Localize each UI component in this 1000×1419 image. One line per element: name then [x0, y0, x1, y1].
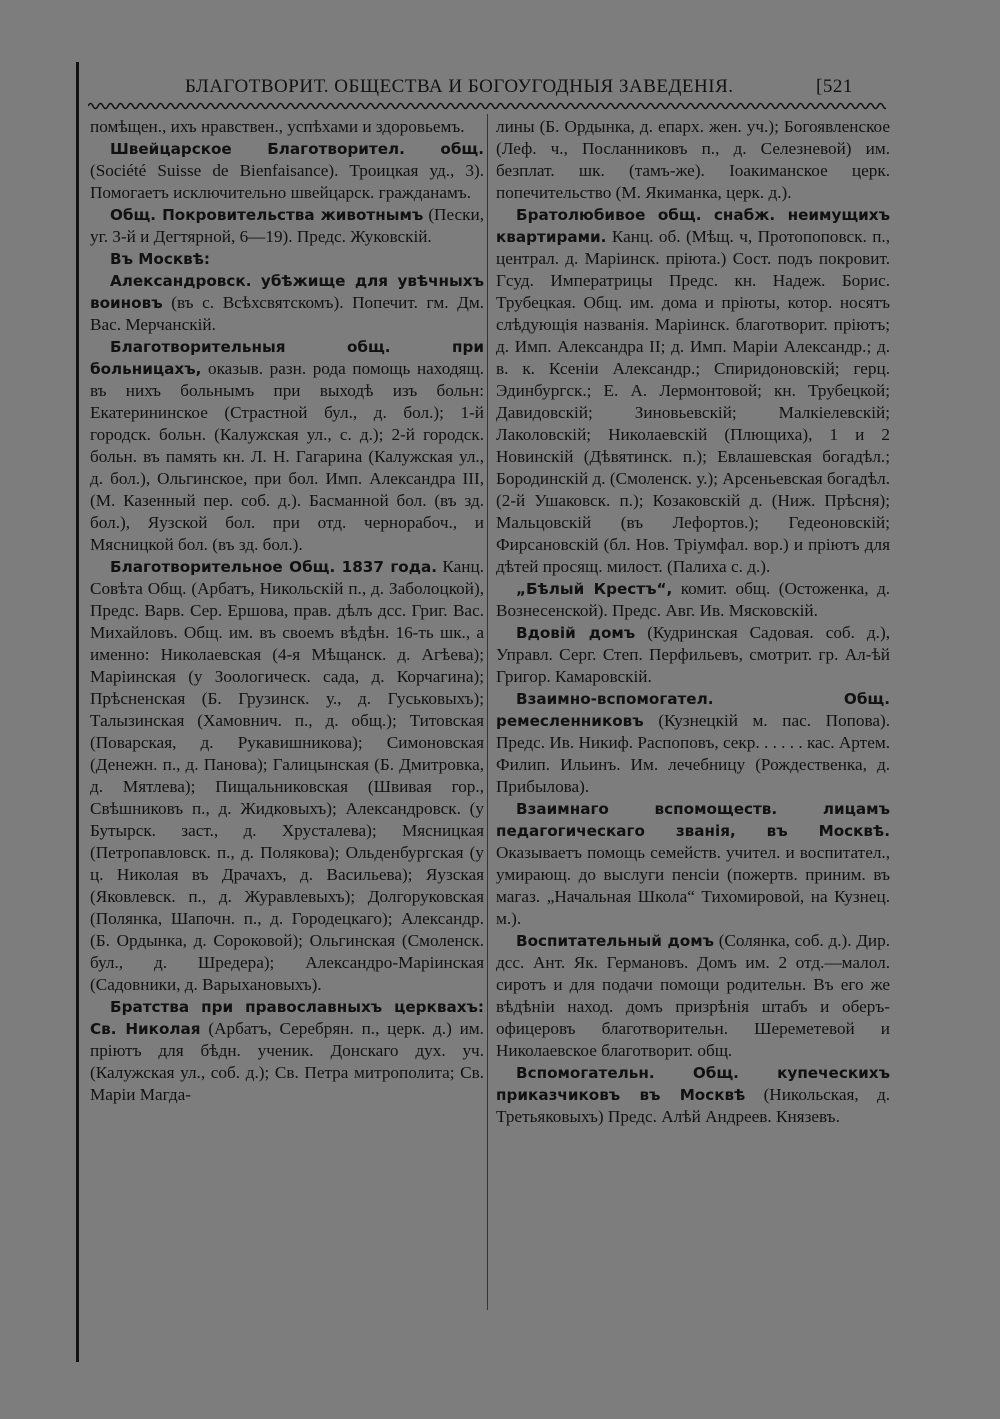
entry-text: лины (Б. Ордынка, д. епарх. жен. уч.); Богоявленское (Леф. ч., Посланниковъ п., д. Селезневой) им. безплат. шк. (тамъ-же). Іоакиманское церк. попечительство (М. Якиманка, церк. д.).: [496, 117, 890, 202]
entry-heading: Швейцарское Благотворител. общ.: [110, 140, 484, 158]
directory-entry: [496, 622, 890, 688]
entry-text: оказыв. разн. рода помощь находящ. въ нихъ больнымъ при выходѣ изъ больн: Екатерининское (Страстной бул., д. бол.); 1-й городск. больн. (Калужская ул., с. д.); 2-й городск. больн. въ память кн. Л. Н. Гагарина (Калужская ул., д. бол.), Ольгинское, при бол. Имп. Александра III, (М. Казенный пер. соб. д.). Басманной бол. (въ зд. бол.), Яузской бол. при отд. чернорабоч., и Мясницкой бол. (въ зд. бол.).: [90, 359, 484, 554]
entry-text: (Кудринская Садовая. соб. д.), Управл. Серг. Степ. Перфильевъ, смотрит. гр. Ал-ѣй Григор. Камаровскій.: [496, 623, 890, 686]
entry-text: (Солянка, соб. д.). Дир. дсс. Ант. Як. Германовъ. Домъ им. 2 отд.—малол. сиротъ и для подачи помощи родительн. Въ его же вѣдѣніи наход. домъ призрѣнія штабъ и оберъ-офицеровъ благотворительн. Шереметевой и Николаевское благотворит. общ.: [496, 931, 891, 1060]
directory-entry: [496, 1062, 890, 1128]
directory-entry: [496, 116, 890, 204]
directory-entry: [90, 270, 484, 336]
directory-entry: [496, 204, 890, 578]
page-title: БЛАГОТВОРИТ. ОБЩЕСТВА И БОГОУГОДНЫЯ ЗАВЕДЕНІЯ.: [185, 76, 734, 97]
directory-entry: [90, 204, 484, 248]
running-header: [90, 72, 880, 102]
directory-entry: [496, 930, 890, 1062]
page-frame-line: [76, 62, 79, 1362]
directory-entry: [90, 116, 484, 138]
ornamental-rule: [88, 99, 886, 113]
entry-text: (Пески, уг. 3-й и Дегтярной, 6—19). Предс. Жуковскій.: [90, 205, 484, 246]
entry-heading: Александровск. убѣжище для увѣчныхъ воиновъ: [90, 272, 484, 312]
entry-heading: Взаимнаго вспомоществ. лицамъ педагогическаго званія, въ Москвѣ.: [496, 800, 890, 840]
column-divider: [487, 114, 488, 1310]
entry-heading: Воспитательный домъ: [516, 932, 715, 950]
entry-heading: Вдовій домъ: [516, 624, 636, 642]
directory-entry: [90, 248, 484, 270]
entry-text: (Арбатъ, Серебрян. п., церк. д.) им. пріютъ для бѣдн. ученик. Донскаго дух. уч. (Калужская ул., соб. д.); Св. Петра митрополита; Св. Маріи Магда-: [90, 1019, 484, 1104]
entry-text: комит. общ. (Остоженка, д. Вознесенской). Предс. Авг. Ив. Мясковскій.: [496, 579, 890, 620]
entry-heading: Братства при православныхъ церквахъ: Св. Николая: [90, 998, 484, 1038]
entry-text: помѣщен., ихъ нравствен., успѣхами и здоровьемъ.: [90, 117, 465, 136]
entry-heading: Благотворительныя общ. при больницахъ,: [90, 338, 484, 378]
entry-text: Канц. Совѣта Общ. (Арбатъ, Никольскій п., д. Заболоцкой), Предс. Варв. Сер. Ершова, прав. дѣлъ дсс. Григ. Вас. Михайловъ. Общ. им. въ своемъ вѣдѣн. 16-ть шк., а именно: Николаевская (4-я Мѣщанск. д. Агѣева); Маріинская (у Зоологическ. сада, д. Корчагина); Прѣсненская (Б. Грузинск. у., д. Гуськовыхъ); Талызинская (Хамовнич. п., д. общ.); Титовская (Поварская, д. Рукавишникова); Симоновская (Денежн. п., д. Панова); Галицынская (Б. Дмитровка, д. Мятлева); Пищальниковская (Швивая гор., Свѣшниковъ п., д. Жидковыхъ); Александровск. (у Бутырск. заст., д. Хрусталева); Мясницкая (Петропавловск. п., д. Полякова); Ольденбургская (у ц. Николая въ Драчахъ, д. Васильева); Яузская (Яковлевск. п., д. Журавлевыхъ); Долгоруковская (Полянка, Шапочн. п., д. Городецкаго); Александр. (Б. Ордынка, д. Сороковой); Ольгинская (Смоленск. бул., д. Шредера); Александро-Маріинская (Садовники, д. Варыхановыхъ).: [90, 557, 484, 994]
directory-entry: [496, 798, 890, 930]
directory-entry: [90, 138, 484, 204]
entry-text: (Société Suisse de Bienfaisance). Троицкая уд., 3). Помогаетъ исключительно швейцарск. гражданамъ.: [90, 161, 484, 202]
entry-heading: „Бѣлый Крестъ“,: [516, 580, 673, 598]
right-column: [496, 116, 890, 1128]
entry-heading: Въ Москвѣ:: [110, 250, 210, 268]
entry-heading: Братолюбивое общ. снабж. неимущихъ квартирами.: [496, 206, 890, 246]
left-column: [90, 116, 484, 1106]
entry-heading: Благотворительное Общ. 1837 года.: [110, 558, 437, 576]
directory-entry: [496, 688, 890, 798]
directory-entry: [90, 996, 484, 1106]
entry-text: (Никольская, д. Третьяковыхъ) Предс. Алѣй Андреев. Князевъ.: [496, 1085, 890, 1126]
directory-entry: [90, 556, 484, 996]
entry-text: (въ с. Всѣхсвятскомъ). Попечит. гм. Дм. Вас. Мерчанскій.: [90, 293, 484, 334]
entry-text: (Кузнецкій м. пас. Попова). Предс. Ив. Никиф. Распоповъ, секр. . . . . . кас. Артем. Филип. Ильинъ. Им. лечебницу (Рождественка, д. Прибылова).: [496, 711, 890, 796]
entry-text: Оказываетъ помощь семейств. учител. и воспитател., умирающ. до выслуги пенсіи (пожертв. приним. въ магаз. „Начальная Школа“ Тихомировой, на Кузнец. м.).: [496, 843, 890, 928]
entry-text: Канц. об. (Мѣщ. ч, Протопоповск. п., централ. д. Маріинск. пріюта.) Сост. подъ покровит. Гсуд. Императрицы Предс. кн. Надеж. Борис. Трубецкая. Общ. им. дома и пріюты, котор. носятъ слѣдующія названія. Маріинск. благотворит. пріютъ; д. Имп. Александра II; д. Имп. Маріи Александр.; д. в. к. Ксеніи Александр.; Спиридоновскій; герц. Эдинбургск.; Е. А. Лермонтовой; кн. Трубецкой; Давидовскій; Зиновьевскій; Малкіелевскій; Лаколовскій; Николаевскій (Плющиха), 1 и 2 Новинскій (Дѣвятинск. п.); Евлашевская богадѣл.; Бородинскій д. (Смоленск. у.); Арсеньевская богадѣл. (2-й Ушаковск. п.); Козаковскій д. (Ниж. Прѣсня); Мальцовскій (въ Лефортов.); Гедеоновскій; Фирсановскій (бл. Нов. Тріумфал. вор.) и пріютъ для дѣтей просящ. милост. (Палиха с. д.).: [496, 227, 890, 576]
page-number: [521: [816, 76, 853, 97]
entry-heading: Вспомогательн. Общ. купеческихъ приказчиковъ въ Москвѣ: [496, 1064, 890, 1104]
entry-heading: Взаимно-вспомогател. Общ. ремесленниковъ: [496, 690, 890, 730]
entry-heading: Общ. Покровительства животнымъ: [110, 206, 424, 224]
directory-entry: [90, 336, 484, 556]
directory-entry: [496, 578, 890, 622]
